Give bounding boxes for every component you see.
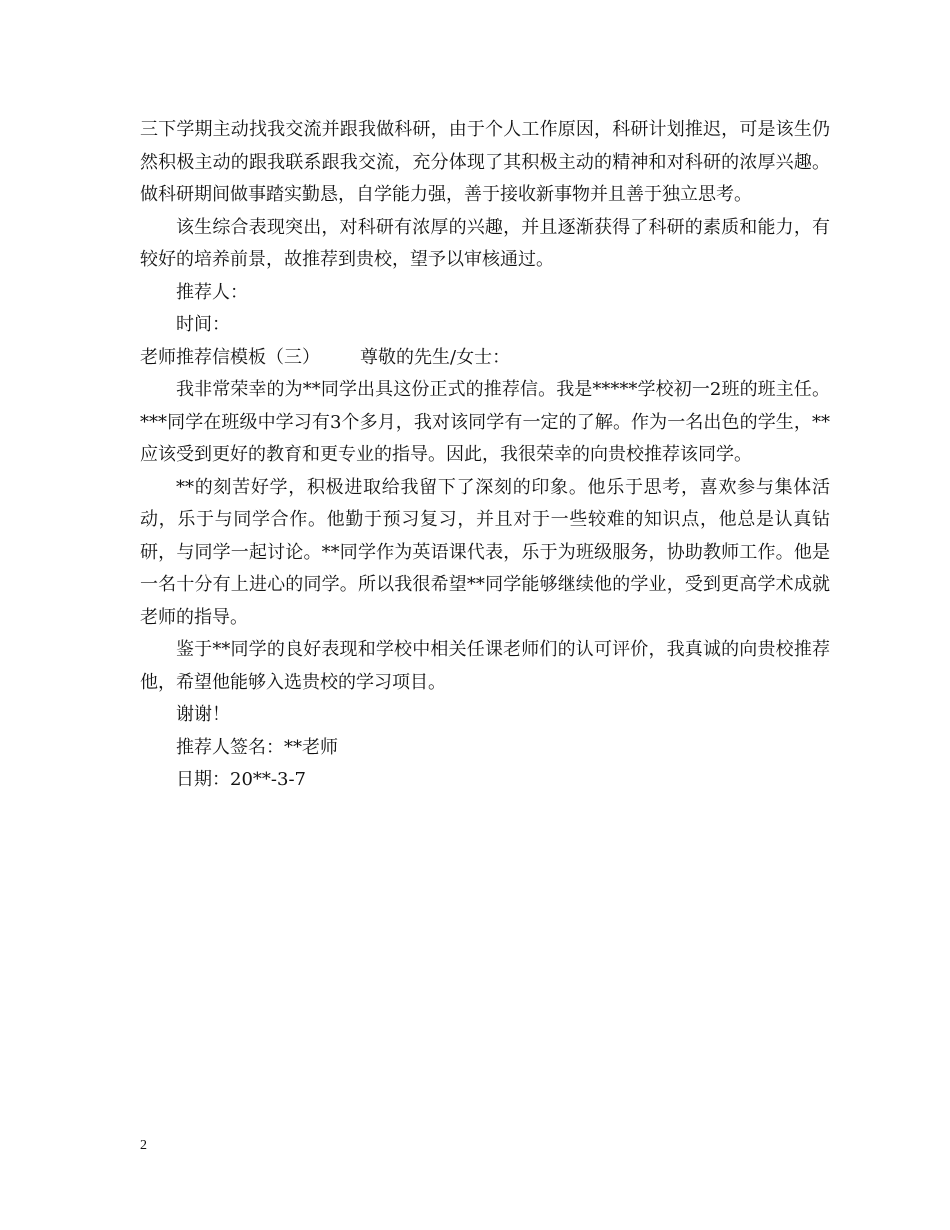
- page-number: 2: [140, 1138, 147, 1153]
- template-title: 老师推荐信模板（三）: [140, 346, 320, 368]
- salutation: 尊敬的先生/女士：: [360, 346, 511, 368]
- paragraph-summary: 该生综合表现突出，对科研有浓厚的兴趣，并且逐渐获得了科研的素质和能力，有较好的培养前景，故推荐到贵校，望予以审核通过。: [140, 216, 830, 270]
- paragraph-conclusion: 鉴于**同学的良好表现和学校中相关任课老师们的认可评价，我真诚的向贵校推荐他，希望他能够入选贵校的学习项目。: [140, 639, 830, 693]
- paragraph-character: **的刻苦好学，积极进取给我留下了深刻的印象。他乐于思考，喜欢参与集体活动，乐于与同学合作。他勤于预习复习，并且对于一些较难的知识点，他总是认真钻研，与同学一起讨论。**同学作为英语课代表，乐于为班级服务，协助教师工作。他是一名十分有上进心的同学。所以我很希望**同学能够继续他的学业，受到更高学术成就老师的指导。: [140, 476, 830, 628]
- template-heading-line: [140, 342, 830, 375]
- signature-line: 推荐人签名：**老师: [176, 736, 338, 758]
- paragraph-introduction: 我非常荣幸的为**同学出具这份正式的推荐信。我是*****学校初一2班的班主任。***同学在班级中学习有3个多月，我对该同学有一定的了解。作为一名出色的学生，**应该受到更好的教育和更专业的指导。因此，我很荣幸的向贵校推荐该同学。: [140, 379, 830, 465]
- date-label: 时间：: [176, 314, 230, 335]
- recommender-label: 推荐人：: [176, 281, 248, 303]
- paragraph-continuation: 三下学期主动找我交流并跟我做科研，由于个人工作原因，科研计划推迟，可是该生仍然积极主动的跟我联系跟我交流，充分体现了其积极主动的精神和对科研的浓厚兴趣。做科研期间做事踏实勤恳，自学能力强，善于接收新事物并且善于独立思考。: [140, 119, 830, 205]
- document-body: [140, 114, 830, 797]
- date-line: 日期：20**-3-7: [176, 769, 306, 790]
- thanks-line: 谢谢！: [176, 704, 230, 725]
